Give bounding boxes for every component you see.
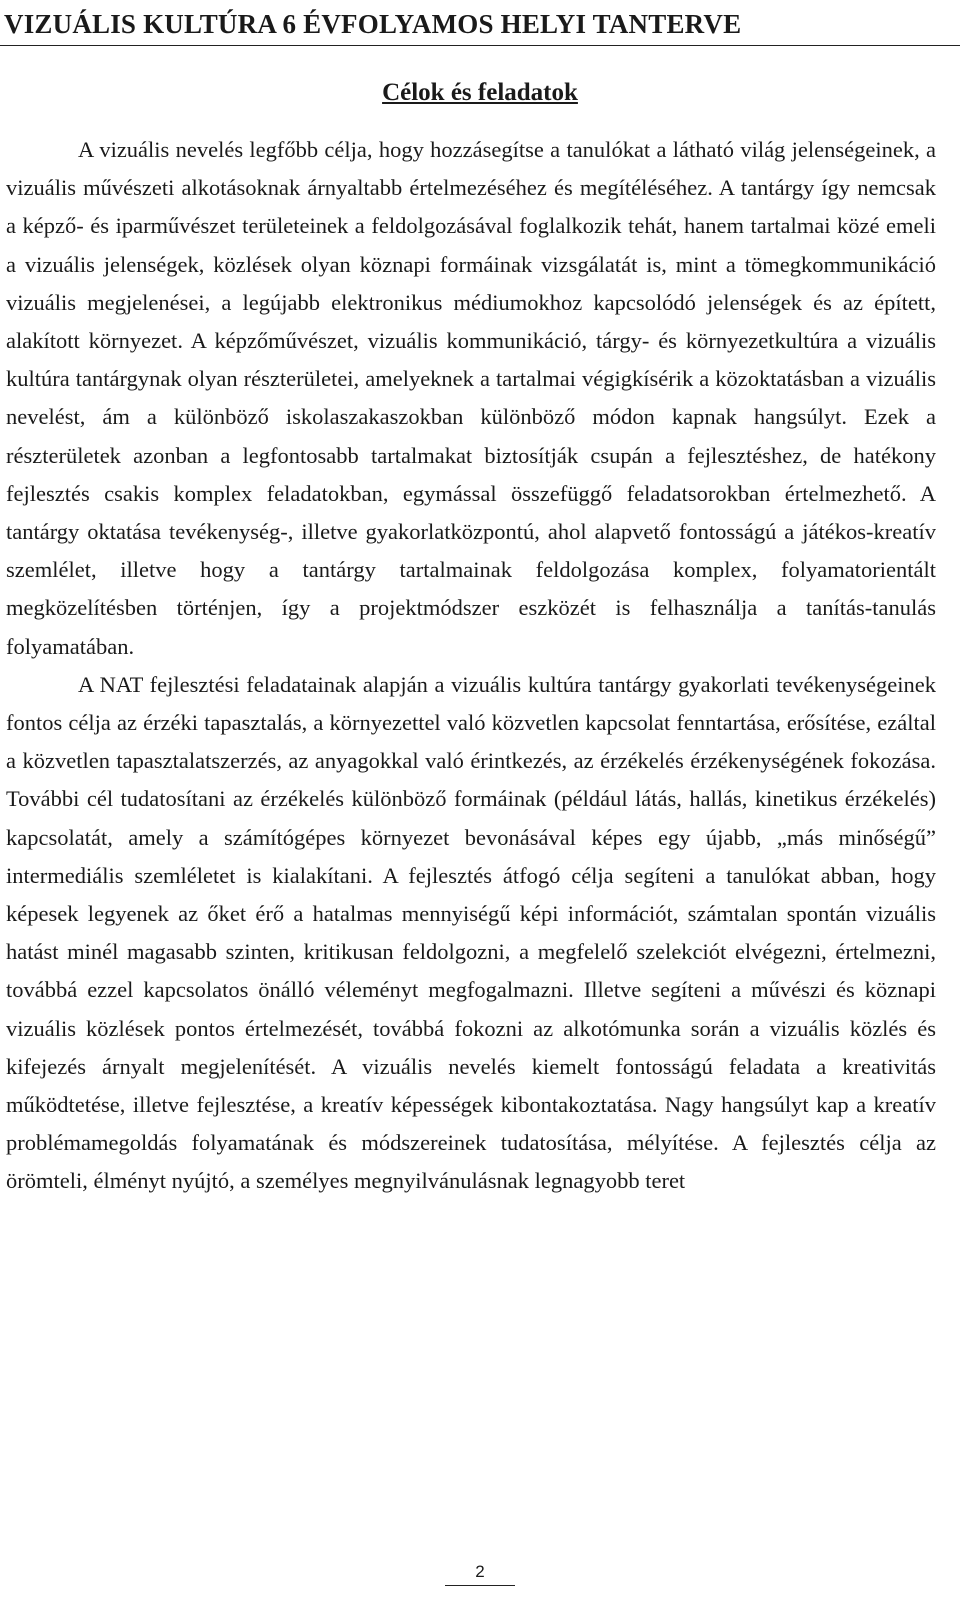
- section-heading: Célok és feladatok: [382, 79, 578, 106]
- paragraph: A vizuális nevelés legfőbb célja, hogy hozzásegítse a tanulókat a látható világ jelenségeinek, a vizuális művészeti alkotásoknak árnyaltabb értelmezéséhez és megítéléséhez. A tantárgy így nemcsak a képző- és iparművészet területeinek a feldolgozásával foglalkozik tehát, hanem tartalmai közé emeli a vizuális jelenségek, közlések olyan köznapi formáinak vizsgálatát is, mint a tömegkommunikáció vizuális megjelenései, a legújabb elektronikus médiumokhoz kapcsolódó jelenségek és az épített, alakított környezet. A képzőművészet, vizuális kommunikáció, tárgy- és környezetkultúra a vizuális kultúra tantárgynak olyan részterületei, amelyeknek a tartalmai végigkísérik a közoktatásban a vizuális nevelést, ám a különböző iskolaszakaszokban különböző módon kapnak hangsúlyt. Ezek a részterületek azonban a legfontosabb tartalmakat biztosítják csupán a fejlesztéshez, de hatékony fejlesztés csakis komplex feladatokban, egymással összefüggő feladatsorokban értelmezhető. A tantárgy oktatása tevékenység-, illetve gyakorlatközpontú, ahol alapvető fontosságú a játékos-kreatív szemlélet, illetve hogy a tantárgy tartalmainak feldolgozása komplex, folyamatorientált megközelítésben történjen, így a projektmódszer eszközét is felhasználja a tanítás-tanulás folyamatában.: [6, 137, 936, 659]
- page-header: [0, 0, 960, 42]
- page-number: 2: [445, 1561, 514, 1586]
- header-divider: [0, 45, 960, 46]
- paragraph: A NAT fejlesztési feladatainak alapján a vizuális kultúra tantárgy gyakorlati tevékenységeinek fontos célja az érzéki tapasztalás, a környezettel való közvetlen kapcsolat fenntartása, erősítése, ezáltal a közvetlen tapasztalatszerzés, az anyagokkal való érintkezés, az érzékelés érzékenységének fokozása. További cél tudatosítani az érzékelés különböző formáinak (például látás, hallás, kinetikus érzékelés) kapcsolatát, amely a számítógépes környezet bevonásával képes egy újabb, „más minőségű” intermediális szemléletet is kialakítani. A fejlesztés átfogó célja segíteni a tanulókat abban, hogy képesek legyenek az őket érő a hatalmas mennyiségű képi információt, számtalan spontán vizuális hatást minél magasabb szinten, kritikusan feldolgozni, a megfelelő szelekciót elvégezni, értelmezni, továbbá ezzel kapcsolatos önálló véleményt megfogalmazni. Illetve segíteni a művészi és köznapi vizuális közlések pontos értelmezését, továbbá fokozni az alkotómunka során a vizuális közlés és kifejezés árnyalt megjelenítését. A vizuális nevelés kiemelt fontosságú feladata a kreativitás működtetése, illetve fejlesztése, a kreatív képességek kibontakoztatása. Nagy hangsúlyt kap a kreatív problémamegoldás folyamatának és módszereinek tudatosítása, mélyítése. A fejlesztés célja az örömteli, élményt nyújtó, a személyes megnyilvánulásnak legnagyobb teret: [6, 671, 936, 1194]
- page-footer: [0, 1561, 960, 1586]
- document-title: VIZUÁLIS KULTÚRA 6 ÉVFOLYAMOS HELYI TANTERVE: [4, 9, 742, 39]
- document-body: [6, 131, 936, 1201]
